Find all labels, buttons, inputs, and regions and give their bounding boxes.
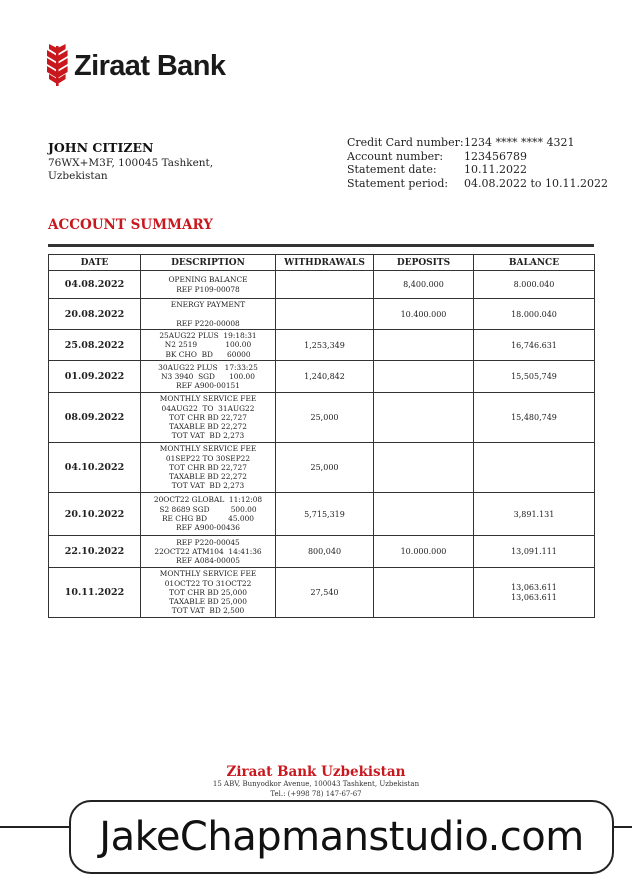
balance-cell: 18.000.040 <box>474 299 595 330</box>
wheat-icon <box>46 44 68 88</box>
watermark-text: JakeChapmanstudio.com <box>99 814 584 860</box>
info-label: Statement period: <box>347 176 449 190</box>
withdrawals-cell: 1,253,349 <box>276 330 374 361</box>
watermark-line-left <box>0 826 70 828</box>
table-row <box>49 536 595 568</box>
statement-info <box>347 136 608 190</box>
column-header-balance: BALANCE <box>474 255 595 271</box>
table-header-row <box>49 255 595 271</box>
description-cell: 30AUG22 PLUS 17:33:25 N3 3940 SGD 100.00 REF A900-00151 <box>141 361 276 393</box>
footer-address: 15 ABV, Bunyodkor Avenue, 100043 Tashkent, Uzbekistan <box>212 780 420 788</box>
withdrawals-cell: 1,240,842 <box>276 361 374 393</box>
withdrawals-cell: 27,540 <box>276 568 374 618</box>
info-row-card-number <box>347 136 608 150</box>
customer-address-line2: Uzbekistan <box>48 170 108 182</box>
description-cell: MONTHLY SERVICE FEE 01SEP22 TO 30SEP22 TOT CHR BD 22,727 TAXABLE BD 22,272 TOT VAT BD 2,273 <box>141 443 276 493</box>
table-row <box>49 443 595 493</box>
info-row-statement-period <box>347 177 608 191</box>
balance-cell: 13,063.611 13,063.611 <box>474 568 595 618</box>
section-divider <box>48 244 594 247</box>
watermark-line-right <box>613 826 632 828</box>
withdrawals-cell: 5,715,319 <box>276 493 374 536</box>
withdrawals-cell: 800,040 <box>276 536 374 568</box>
date-cell: 20.08.2022 <box>49 299 141 330</box>
info-value: 10.11.2022 <box>464 163 527 177</box>
info-row-statement-date <box>347 163 608 177</box>
balance-cell: 16,746.631 <box>474 330 595 361</box>
deposits-cell <box>374 568 474 618</box>
table-row <box>49 361 595 393</box>
info-value: 04.08.2022 to 10.11.2022 <box>464 176 608 190</box>
balance-cell: 15,505,749 <box>474 361 595 393</box>
description-cell: REF P220-00045 22OCT22 ATM104 14:41:36 REF A084-00005 <box>141 536 276 568</box>
description-cell: MONTHLY SERVICE FEE 01OCT22 TO 31OCT22 TOT CHR BD 25,000 TAXABLE BD 25,000 TOT VAT BD 2,500 <box>141 568 276 618</box>
info-value: 123456789 <box>464 149 527 163</box>
date-cell: 08.09.2022 <box>49 393 141 443</box>
deposits-cell: 10.000.000 <box>374 536 474 568</box>
table-row <box>49 568 595 618</box>
deposits-cell <box>374 330 474 361</box>
customer-block <box>48 140 213 183</box>
balance-cell: 8.000.040 <box>474 271 595 299</box>
deposits-cell <box>374 393 474 443</box>
column-header-description: DESCRIPTION <box>141 255 276 271</box>
description-cell: OPENING BALANCE REF P109-00078 <box>141 271 276 299</box>
description-cell: ENERGY PAYMENT REF P220-00008 <box>141 299 276 330</box>
deposits-cell <box>374 493 474 536</box>
deposits-cell <box>374 361 474 393</box>
date-cell: 04.10.2022 <box>49 443 141 493</box>
description-cell: 20OCT22 GLOBAL 11:12:08 S2 8689 SGD 500.00 RE CHG BD 45.000 REF A900-00436 <box>141 493 276 536</box>
footer-bank-name: Ziraat Bank Uzbekistan <box>226 764 406 780</box>
footer-phone: Tel.: (+998 78) 147-67-67 <box>270 790 362 798</box>
date-cell: 10.11.2022 <box>49 568 141 618</box>
withdrawals-cell <box>276 299 374 330</box>
date-cell: 22.10.2022 <box>49 536 141 568</box>
table-row <box>49 271 595 299</box>
table-row <box>49 493 595 536</box>
balance-cell: 3,891.131 <box>474 493 595 536</box>
withdrawals-cell: 25,000 <box>276 443 374 493</box>
balance-cell: 15,480,749 <box>474 393 595 443</box>
column-header-date: DATE <box>49 255 141 271</box>
description-cell: MONTHLY SERVICE FEE 04AUG22 TO 31AUG22 TOT CHR BD 22,727 TAXABLE BD 22,272 TOT VAT BD 2,273 <box>141 393 276 443</box>
info-row-account-number <box>347 150 608 164</box>
column-header-withdrawals: WITHDRAWALS <box>276 255 374 271</box>
column-header-deposits: DEPOSITS <box>374 255 474 271</box>
deposits-cell: 8,400.000 <box>374 271 474 299</box>
description-cell: 25AUG22 PLUS 19:18:31 N2 2519 100.00 BK CHO BD 60000 <box>141 330 276 361</box>
date-cell: 04.08.2022 <box>49 271 141 299</box>
balance-cell <box>474 443 595 493</box>
balance-cell: 13,091.111 <box>474 536 595 568</box>
table-row <box>49 330 595 361</box>
customer-name: JOHN CITIZEN <box>48 140 154 155</box>
customer-address-line1: 76WX+M3F, 100045 Tashkent, <box>48 157 214 169</box>
transactions-table <box>48 254 595 618</box>
deposits-cell: 10.400.000 <box>374 299 474 330</box>
deposits-cell <box>374 443 474 493</box>
bank-logo <box>46 44 225 88</box>
logo-text: Ziraat Bank <box>74 49 226 82</box>
table-row <box>49 299 595 330</box>
date-cell: 01.09.2022 <box>49 361 141 393</box>
withdrawals-cell <box>276 271 374 299</box>
info-value: 1234 **** **** 4321 <box>464 136 575 149</box>
info-label: Account number: <box>347 149 444 163</box>
info-label: Statement date: <box>347 163 437 177</box>
info-label: Credit Card number: <box>347 136 464 149</box>
date-cell: 25.08.2022 <box>49 330 141 361</box>
account-summary-title: ACCOUNT SUMMARY <box>48 217 213 233</box>
table-row <box>49 393 595 443</box>
watermark-banner <box>69 800 614 874</box>
date-cell: 20.10.2022 <box>49 493 141 536</box>
withdrawals-cell: 25,000 <box>276 393 374 443</box>
